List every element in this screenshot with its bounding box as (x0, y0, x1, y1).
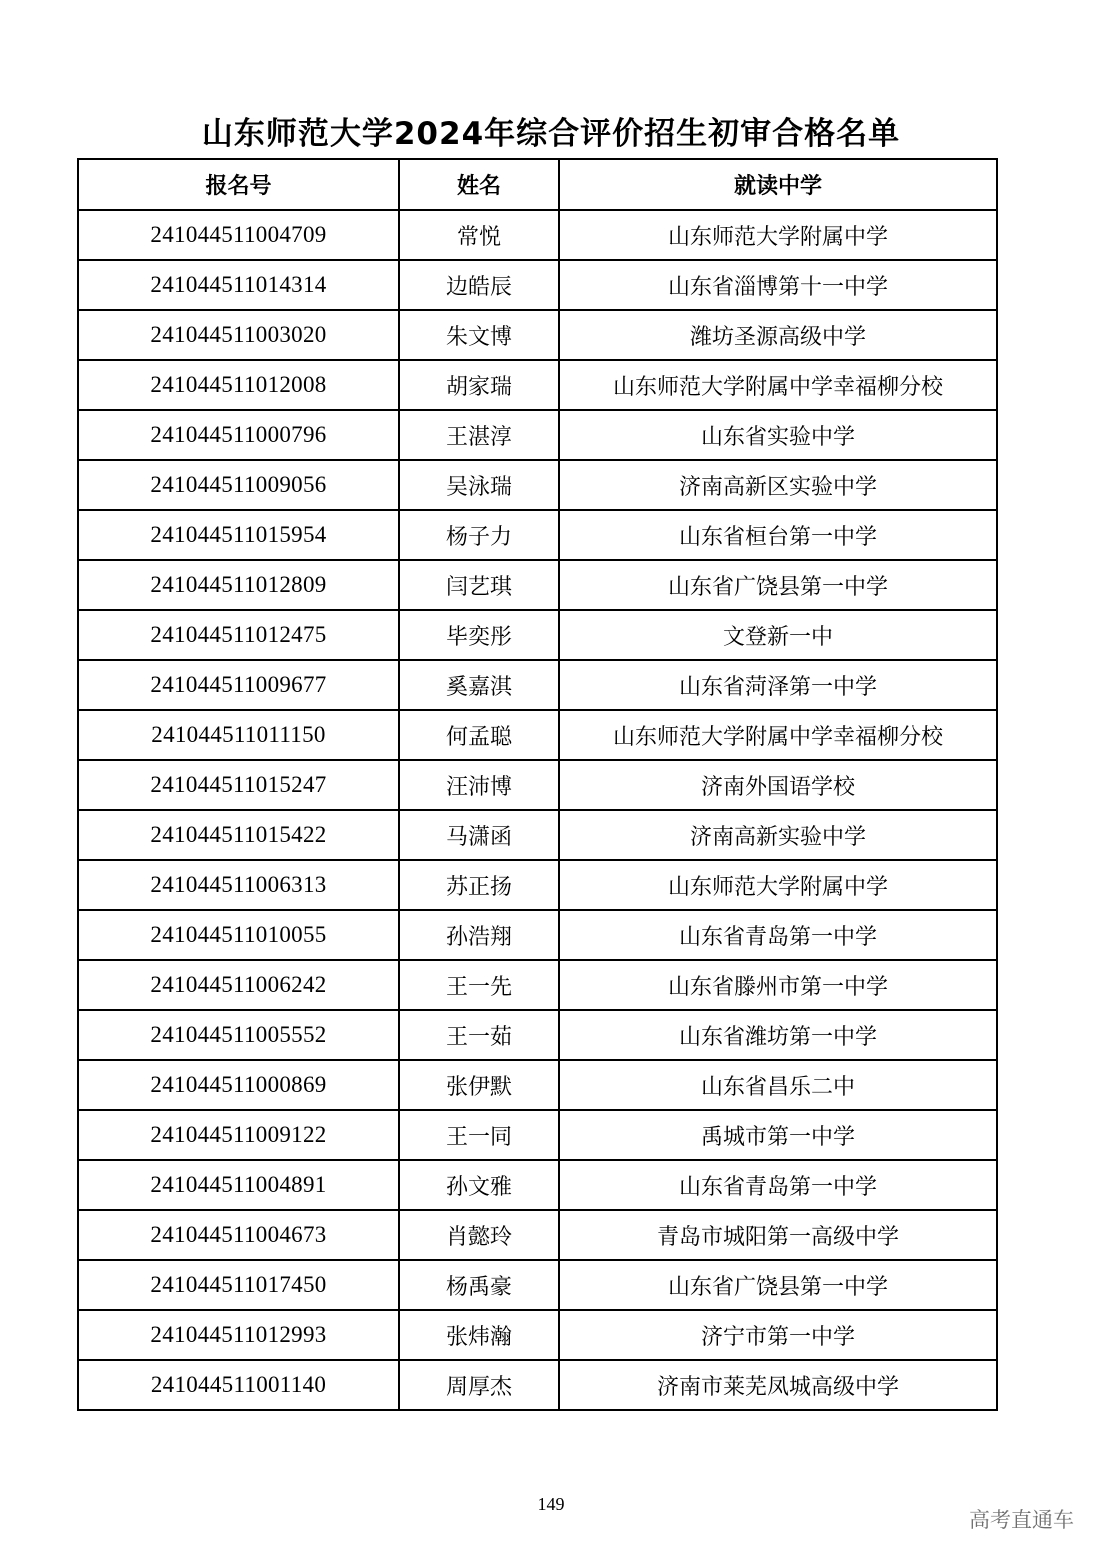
school-cell: 山东省淄博第十一中学 (559, 260, 997, 310)
table-row (78, 360, 997, 410)
school-cell: 济宁市第一中学 (559, 1310, 997, 1360)
table-row (78, 1060, 997, 1110)
student-name-cell: 闫艺琪 (399, 560, 559, 610)
registration-number-cell: 241044511012809 (78, 560, 399, 610)
student-name-cell: 王一同 (399, 1110, 559, 1160)
school-cell: 山东省青岛第一中学 (559, 910, 997, 960)
school-cell: 山东师范大学附属中学幸福柳分校 (559, 710, 997, 760)
table-row (78, 210, 997, 260)
registration-number-cell: 241044511015954 (78, 510, 399, 560)
student-name-cell: 孙浩翔 (399, 910, 559, 960)
header-school: 就读中学 (559, 159, 997, 210)
registration-number-cell: 241044511014314 (78, 260, 399, 310)
registration-number-cell: 241044511005552 (78, 1010, 399, 1060)
table-row (78, 610, 997, 660)
school-cell: 山东省桓台第一中学 (559, 510, 997, 560)
school-cell: 山东师范大学附属中学 (559, 860, 997, 910)
student-name-cell: 王一茹 (399, 1010, 559, 1060)
table-row (78, 1260, 997, 1310)
student-name-cell: 何孟聪 (399, 710, 559, 760)
school-cell: 山东师范大学附属中学幸福柳分校 (559, 360, 997, 410)
registration-number-cell: 241044511010055 (78, 910, 399, 960)
school-cell: 山东省滕州市第一中学 (559, 960, 997, 1010)
registration-number-cell: 241044511012993 (78, 1310, 399, 1360)
table-row (78, 860, 997, 910)
table-row (78, 460, 997, 510)
school-cell: 禹城市第一中学 (559, 1110, 997, 1160)
registration-number-cell: 241044511000796 (78, 410, 399, 460)
table-body (78, 210, 997, 1410)
school-cell: 山东省广饶县第一中学 (559, 1260, 997, 1310)
student-name-cell: 杨子力 (399, 510, 559, 560)
student-name-cell: 周厚杰 (399, 1360, 559, 1410)
table-row (78, 960, 997, 1010)
registration-number-cell: 241044511009677 (78, 660, 399, 710)
watermark-logo-text: 高考直通车 (969, 1508, 1074, 1532)
registration-number-cell: 241044511004709 (78, 210, 399, 260)
student-name-cell: 边皓辰 (399, 260, 559, 310)
student-name-cell: 肖懿玲 (399, 1210, 559, 1260)
admission-list-table (77, 158, 998, 1411)
table-row (78, 660, 997, 710)
student-name-cell: 苏正扬 (399, 860, 559, 910)
student-name-cell: 朱文博 (399, 310, 559, 360)
registration-number-cell: 241044511006313 (78, 860, 399, 910)
registration-number-cell: 241044511011150 (78, 710, 399, 760)
table-row (78, 760, 997, 810)
table-row (78, 260, 997, 310)
registration-number-cell: 241044511000869 (78, 1060, 399, 1110)
table-row (78, 1310, 997, 1360)
student-name-cell: 毕奕彤 (399, 610, 559, 660)
header-registration-number: 报名号 (78, 159, 399, 210)
student-name-cell: 吴泳瑞 (399, 460, 559, 510)
registration-number-cell: 241044511015247 (78, 760, 399, 810)
registration-number-cell: 241044511015422 (78, 810, 399, 860)
student-name-cell: 汪沛博 (399, 760, 559, 810)
registration-number-cell: 241044511012008 (78, 360, 399, 410)
school-cell: 山东省青岛第一中学 (559, 1160, 997, 1210)
table-row (78, 1110, 997, 1160)
school-cell: 济南市莱芜凤城高级中学 (559, 1360, 997, 1410)
student-name-cell: 奚嘉淇 (399, 660, 559, 710)
school-cell: 文登新一中 (559, 610, 997, 660)
table-row (78, 1360, 997, 1410)
school-cell: 济南高新区实验中学 (559, 460, 997, 510)
table-row (78, 710, 997, 760)
school-cell: 青岛市城阳第一高级中学 (559, 1210, 997, 1260)
student-name-cell: 王一先 (399, 960, 559, 1010)
table-row (78, 560, 997, 610)
school-cell: 济南外国语学校 (559, 760, 997, 810)
table-row (78, 510, 997, 560)
page-number: 149 (537, 1494, 565, 1514)
table-row (78, 810, 997, 860)
student-name-cell: 王湛淳 (399, 410, 559, 460)
school-cell: 山东省潍坊第一中学 (559, 1010, 997, 1060)
school-cell: 山东省实验中学 (559, 410, 997, 460)
student-name-cell: 胡家瑞 (399, 360, 559, 410)
document-title: 山东师范大学2024年综合评价招生初审合格名单 (201, 116, 901, 152)
school-cell: 山东师范大学附属中学 (559, 210, 997, 260)
table-row (78, 910, 997, 960)
school-cell: 山东省昌乐二中 (559, 1060, 997, 1110)
table-row (78, 1160, 997, 1210)
registration-number-cell: 241044511009056 (78, 460, 399, 510)
school-cell: 济南高新实验中学 (559, 810, 997, 860)
registration-number-cell: 241044511009122 (78, 1110, 399, 1160)
student-name-cell: 杨禹豪 (399, 1260, 559, 1310)
table-row (78, 1210, 997, 1260)
table-row (78, 310, 997, 360)
registration-number-cell: 241044511012475 (78, 610, 399, 660)
student-name-cell: 张伊默 (399, 1060, 559, 1110)
registration-number-cell: 241044511006242 (78, 960, 399, 1010)
school-cell: 山东省菏泽第一中学 (559, 660, 997, 710)
student-name-cell: 常悦 (399, 210, 559, 260)
student-name-cell: 孙文雅 (399, 1160, 559, 1210)
registration-number-cell: 241044511003020 (78, 310, 399, 360)
registration-number-cell: 241044511004891 (78, 1160, 399, 1210)
student-name-cell: 马潇函 (399, 810, 559, 860)
registration-number-cell: 241044511004673 (78, 1210, 399, 1260)
table-row (78, 1010, 997, 1060)
school-cell: 潍坊圣源高级中学 (559, 310, 997, 360)
student-name-cell: 张炜瀚 (399, 1310, 559, 1360)
table-header-row (78, 159, 997, 210)
table-row (78, 410, 997, 460)
header-name: 姓名 (399, 159, 559, 210)
registration-number-cell: 241044511017450 (78, 1260, 399, 1310)
school-cell: 山东省广饶县第一中学 (559, 560, 997, 610)
registration-number-cell: 241044511001140 (78, 1360, 399, 1410)
